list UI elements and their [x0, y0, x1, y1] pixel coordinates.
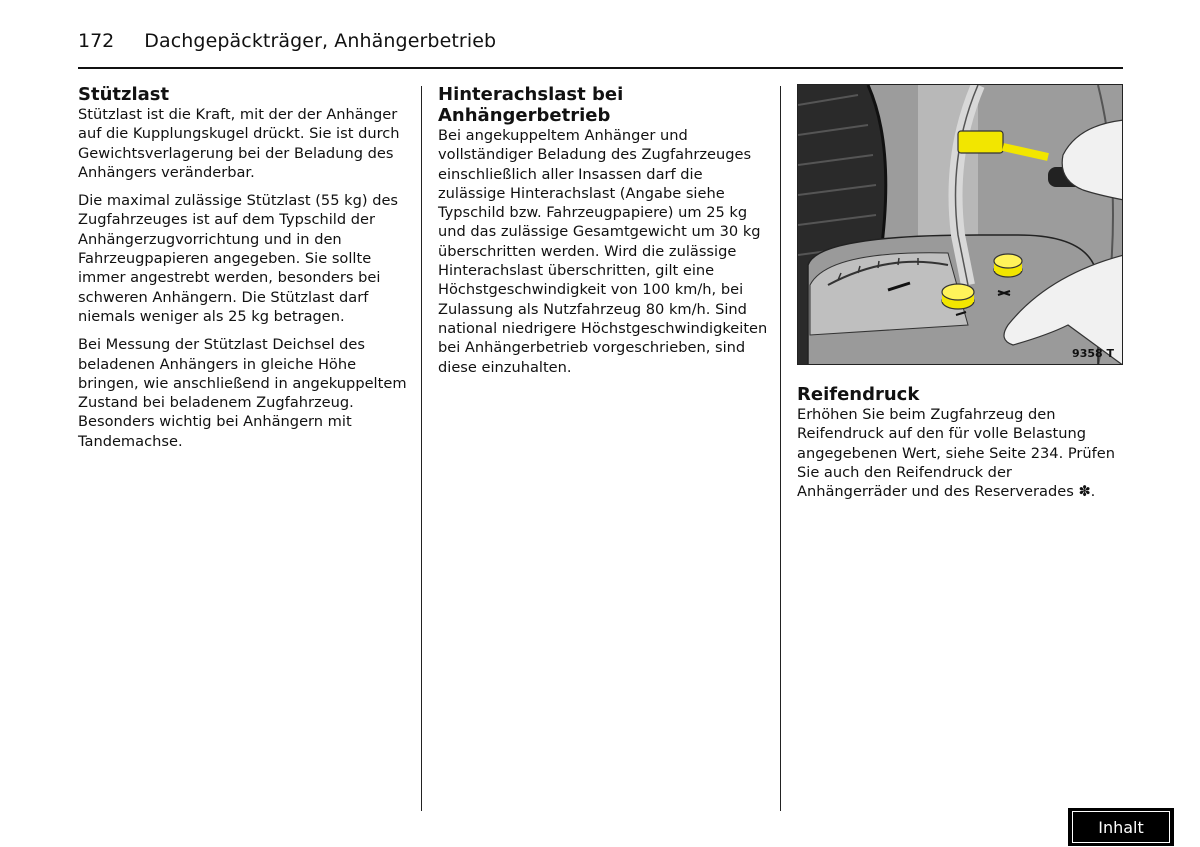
figure-label: 9358 T: [1072, 347, 1114, 360]
section-heading-hinterachslast: Hinterachslast bei Anhängerbetrieb: [438, 84, 624, 126]
section-hinterachslast: [438, 84, 768, 377]
section-heading-stuetzlast: Stützlast: [78, 84, 170, 105]
inhalt-button-label: Inhalt: [1072, 811, 1170, 843]
column-divider-1: [421, 86, 422, 811]
paragraph: Erhöhen Sie beim Zugfahrzeug den Reifendruck auf den für volle Belastung angegebenen Wert, siehe Seite 234. Prüfen Sie auch den Reifendruck der Anhängerräder und des Reserverades ✽.: [797, 406, 1116, 501]
paragraph: Stützlast ist die Kraft, mit der der Anhänger auf die Kupplungskugel drückt. Sie ist durch Gewichtsverlagerung bei der Beladung des Anhängers veränderbar.: [78, 106, 400, 181]
header-divider: [78, 67, 1123, 69]
page-title: Dachgepäckträger, Anhängerbetrieb: [144, 30, 497, 52]
page-number: 172: [78, 30, 115, 52]
battery-illustration: [797, 84, 1123, 365]
paragraph: Bei Messung der Stützlast Deichsel des beladenen Anhängers in gleiche Höhe bringen, wie anschließend in angekuppeltem Zustand bei beladenem Zugfahrzeug. Besonders wichtig bei Anhängern mit Tandemachse.: [78, 336, 407, 450]
paragraph: Bei angekuppeltem Anhänger und vollständiger Beladung des Zugfahrzeuges einschließlich aller Insassen darf die zulässige Hinterachslast (Angabe siehe Typschild bzw. Fahrzeugpapiere) um 25 kg und das zulässige Gesamtgewicht um 30 kg überschritten werden. Wird die zulässige Hinterachslast überschritten, gilt eine Höchstgeschwindigkeit von 100 km/h, bei Zulassung als Nutzfahrzeug 80 km/h. Sind national niedrigere Höchstgeschwindigkeiten bei Anhängerbetrieb vorgeschrieben, sind diese einzuhalten.: [438, 127, 768, 376]
column-divider-2: [780, 86, 781, 811]
page-header: [78, 30, 496, 58]
section-stuetzlast: [78, 84, 408, 451]
section-reifendruck: [797, 84, 1125, 501]
inhalt-button[interactable]: [1068, 808, 1174, 846]
section-heading-reifendruck: Reifendruck: [797, 384, 920, 405]
paragraph: Die maximal zulässige Stützlast (55 kg) des Zugfahrzeuges ist auf dem Typschild der Anhängerzugvorrichtung und in den Fahrzeugpapieren angegeben. Sie sollte immer angestrebt werden, besonders bei schweren Anhängern. Die Stützlast darf niemals weniger als 25 kg betragen.: [78, 192, 399, 325]
